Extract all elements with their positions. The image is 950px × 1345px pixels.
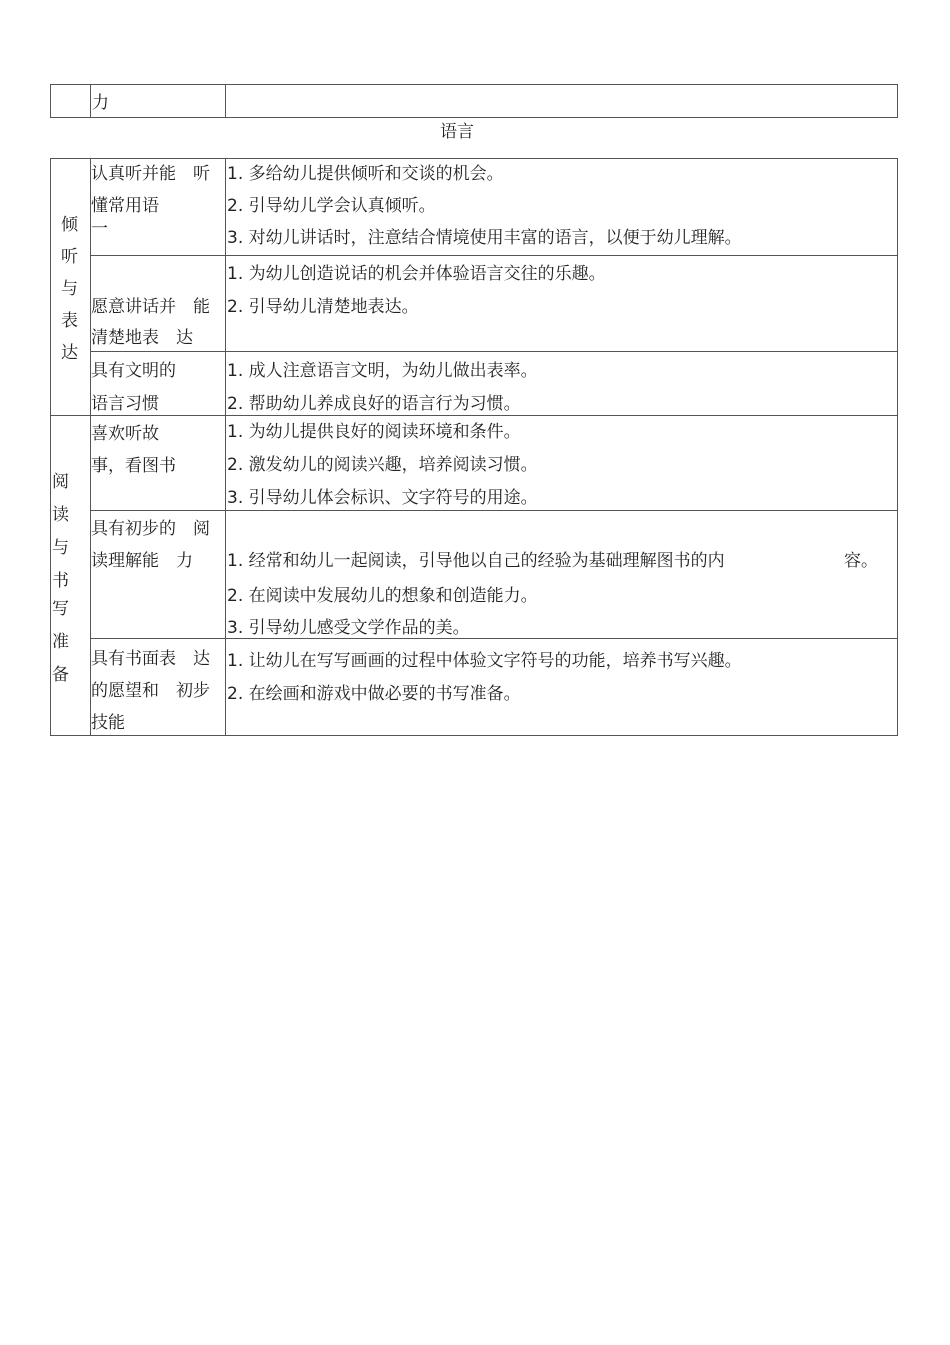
category-char: 准 (52, 632, 69, 652)
row-divider-1 (90, 255, 898, 256)
item-line: 1. 多给幼儿提供倾听和交谈的机会。 (227, 164, 504, 184)
category-char: 写 (52, 599, 69, 619)
goal-line: 具有文明的 (91, 361, 176, 381)
goal-line: 具有书面表 达 (91, 649, 210, 669)
category-char: 表 (61, 311, 78, 331)
goal-line: 技能 (91, 713, 125, 733)
item-line: 3. 引导幼儿感受文学作品的美。 (227, 618, 470, 638)
goal-line: 喜欢听故 (91, 424, 159, 444)
item-line: 1. 为幼儿提供良好的阅读环境和条件。 (227, 422, 521, 442)
col-divider-goal (225, 158, 226, 736)
category-char: 倾 (61, 215, 78, 235)
top-row (50, 84, 898, 118)
section-title: 语言 (440, 122, 474, 142)
goal-line: 一 (91, 219, 108, 239)
goal-line: 语言习惯 (91, 394, 159, 414)
goal-line: 的愿望和 初步 (91, 681, 210, 701)
category-char: 读 (52, 505, 69, 525)
category-char: 与 (61, 279, 78, 299)
item-line: 1. 让幼儿在写写画画的过程中体验文字符号的功能，培养书写兴趣。 (227, 651, 742, 671)
top-row-label: 力 (92, 93, 109, 113)
item-line: 2. 引导幼儿学会认真倾听。 (227, 196, 436, 216)
item-line-tail: 容。 (844, 551, 878, 571)
item-line: 3. 引导幼儿体会标识、文字符号的用途。 (227, 488, 538, 508)
goal-line: 愿意讲话并 能 (91, 297, 210, 317)
row-divider-4 (90, 510, 898, 511)
goal-line: 事，看图书 (91, 456, 176, 476)
category-char: 听 (61, 247, 78, 267)
goal-line: 认真听并能 听 (91, 164, 210, 184)
goal-line: 读理解能 力 (91, 551, 193, 571)
item-line: 2. 在阅读中发展幼儿的想象和创造能力。 (227, 586, 538, 606)
category-char: 与 (52, 538, 69, 558)
row-divider-5 (90, 638, 898, 639)
row-divider-3 (50, 415, 898, 416)
item-line: 1. 成人注意语言文明，为幼儿做出表率。 (227, 361, 538, 381)
category-char: 备 (52, 665, 69, 685)
category-char: 书 (52, 571, 69, 591)
row-divider-2 (90, 351, 898, 352)
item-line: 2. 帮助幼儿养成良好的语言行为习惯。 (227, 394, 521, 414)
item-line: 1. 为幼儿创造说话的机会并体验语言交往的乐趣。 (227, 264, 606, 284)
item-line: 2. 激发幼儿的阅读兴趣，培养阅读习惯。 (227, 455, 538, 475)
item-line: 2. 引导幼儿清楚地表达。 (227, 297, 419, 317)
goal-line: 清楚地表 达 (91, 328, 193, 348)
top-row-divider-1 (90, 84, 91, 118)
item-line: 3. 对幼儿讲话时，注意结合情境使用丰富的语言，以便于幼儿理解。 (227, 228, 742, 248)
item-line: 1. 经常和幼儿一起阅读，引导他以自己的经验为基础理解图书的内 (227, 551, 725, 571)
top-row-divider-2 (225, 84, 226, 118)
category-char: 阅 (52, 472, 69, 492)
category-char: 达 (61, 343, 78, 363)
item-line: 2. 在绘画和游戏中做必要的书写准备。 (227, 684, 521, 704)
goal-line: 懂常用语 (91, 196, 159, 216)
goal-line: 具有初步的 阅 (91, 519, 210, 539)
